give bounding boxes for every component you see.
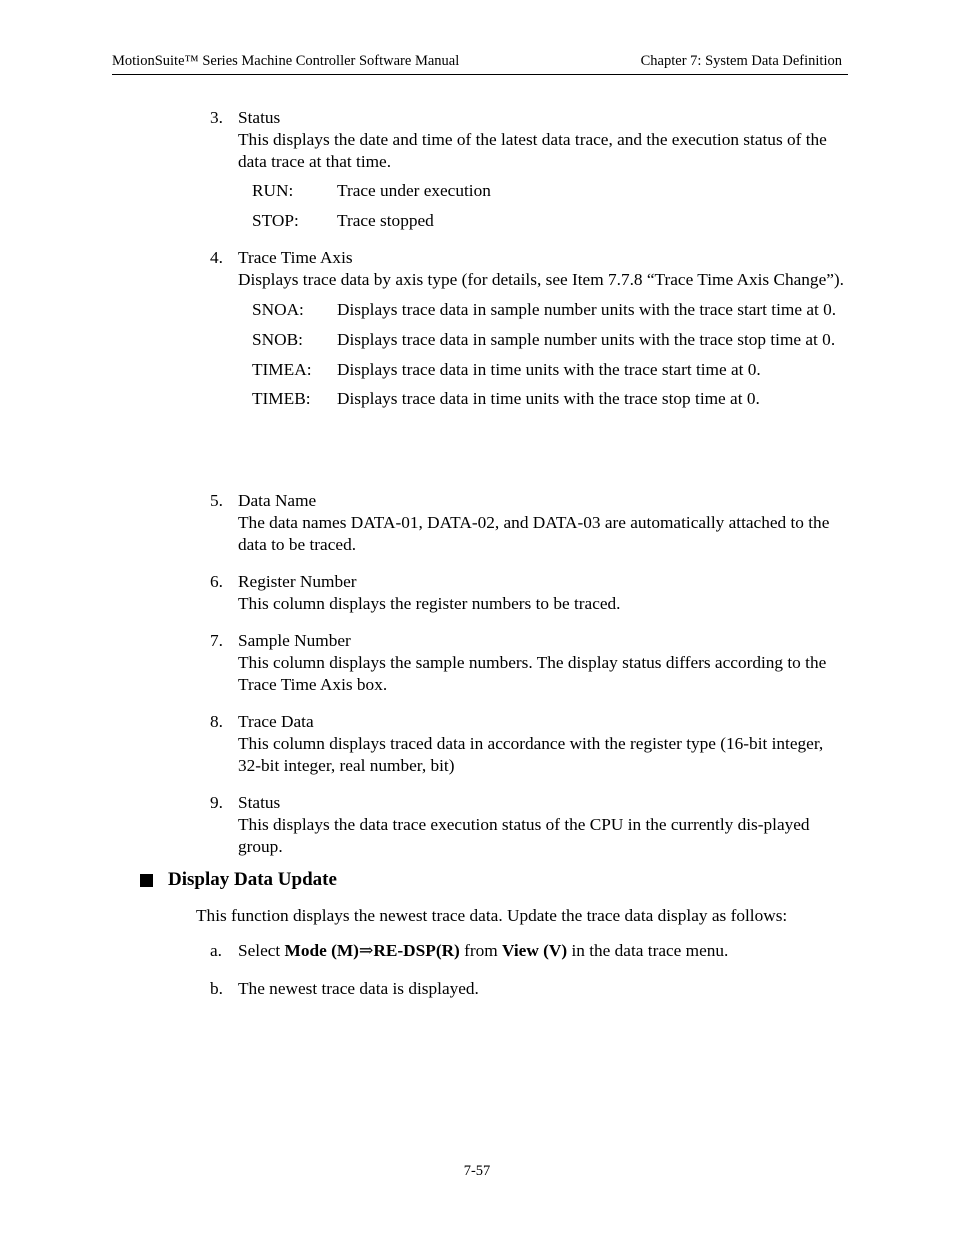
list-item-data-name [210, 490, 850, 556]
definition-term: TIMEB: [252, 389, 311, 408]
definition-desc: Displays trace data in time units with the trace stop time at 0. [337, 389, 760, 408]
item-number: 7. [210, 631, 223, 650]
definition-term: RUN: [252, 181, 294, 200]
definition-snob [252, 329, 850, 351]
item-number: 5. [210, 491, 223, 510]
item-title: Register Number [238, 572, 357, 591]
item-title: Sample Number [238, 631, 351, 650]
menu-mode: Mode (M) [284, 941, 359, 960]
menu-view: View (V) [502, 941, 568, 960]
item-text: This column displays the sample numbers. The display status differs according to the Trace Time Axis box. [238, 653, 827, 694]
step-text-post: in the data trace menu. [567, 941, 729, 960]
step-b [210, 978, 850, 1000]
running-header-chapter: Chapter 7: System Data Definition [640, 53, 842, 69]
step-a [210, 940, 850, 962]
menu-re-dsp: RE-DSP(R) [373, 941, 460, 960]
square-bullet-icon [140, 874, 153, 887]
definition-stop [252, 210, 850, 232]
running-header-title: MotionSuite™ Series Machine Controller Software Manual [112, 53, 460, 69]
item-text: Displays trace data by axis type (for details, see Item 7.7.8 “Trace Time Axis Change”). [238, 270, 844, 289]
definition-desc: Displays trace data in time units with the trace start time at 0. [337, 360, 761, 379]
list-item-status [210, 107, 850, 232]
item-title: Data Name [238, 491, 317, 510]
definition-term: SNOB: [252, 330, 303, 349]
definition-term: STOP: [252, 211, 299, 230]
step-number: a. [210, 941, 222, 960]
item-text: This column displays the register numbers to be traced. [238, 594, 621, 613]
list-item-status-2 [210, 792, 850, 858]
definition-desc: Trace stopped [337, 211, 434, 230]
definition-snoa [252, 299, 850, 321]
item-number: 3. [210, 108, 223, 127]
page-number: 7-57 [463, 1163, 491, 1179]
item-title: Status [238, 793, 281, 812]
list-item-trace-time-axis [210, 247, 850, 410]
definition-term: SNOA: [252, 300, 304, 319]
list-item-sample-number [210, 630, 850, 696]
list-item-register-number [210, 571, 850, 615]
definition-list [252, 180, 850, 232]
item-title: Trace Data [238, 712, 314, 731]
section-intro: This function displays the newest trace data. Update the trace data display as follows: [196, 906, 788, 925]
definition-list [252, 299, 850, 410]
definition-timeb [252, 388, 850, 410]
step-text [238, 940, 850, 962]
definition-timea [252, 359, 850, 381]
section-heading-text: Display Data Update [168, 869, 337, 890]
arrow-icon: ⇒ [358, 941, 374, 960]
item-title: Status [238, 108, 281, 127]
step-text: The newest trace data is displayed. [238, 979, 479, 998]
item-text: This displays the date and time of the latest data trace, and the execution status of the data trace at that time. [238, 130, 827, 171]
definition-desc: Displays trace data in sample number units with the trace stop time at 0. [337, 330, 836, 349]
definition-term: TIMEA: [252, 360, 312, 379]
item-text: This column displays traced data in accordance with the register type (16-bit integer, 32-bit integer, real number, bit) [238, 734, 824, 775]
list-item-trace-data [210, 711, 850, 777]
header-rule [112, 74, 848, 75]
section-heading [140, 868, 337, 892]
item-number: 4. [210, 248, 223, 267]
item-number: 8. [210, 712, 223, 731]
item-number: 6. [210, 572, 223, 591]
step-text-mid: from [459, 941, 503, 960]
item-text: The data names DATA-01, DATA-02, and DATA-03 are automatically attached to the data to be traced. [238, 513, 830, 554]
item-title: Trace Time Axis [238, 248, 353, 267]
definition-desc: Displays trace data in sample number units with the trace start time at 0. [337, 300, 837, 319]
definition-run [252, 180, 850, 202]
definition-desc: Trace under execution [337, 181, 491, 200]
step-text-pre: Select [238, 941, 285, 960]
item-number: 9. [210, 793, 223, 812]
item-text: This displays the data trace execution status of the CPU in the currently dis-played group. [238, 815, 810, 856]
step-number: b. [210, 979, 223, 998]
